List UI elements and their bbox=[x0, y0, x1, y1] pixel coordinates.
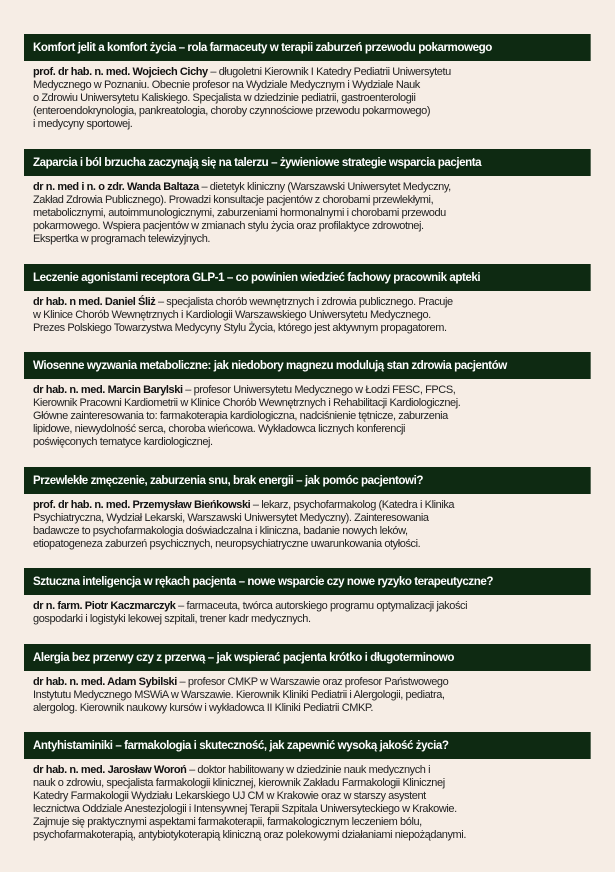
bio-line: metabolicznymi, autoimmunologicznymi, zaburzeniami hormonalnymi i chorobami przewodu bbox=[33, 206, 446, 219]
speaker-bio bbox=[24, 176, 591, 246]
bio-line: psychofarmakoterapią, antybiotykoterapią kliniczną oraz polekowymi działaniami niepożądanymi. bbox=[33, 828, 466, 841]
speaker-bio bbox=[24, 379, 591, 449]
bio-line: badawcze to psychofarmakologia doświadczalna i kliniczna, badanie nowych leków, bbox=[33, 524, 408, 537]
session-title: Zaparcia i ból brzucha zaczynają się na talerzu – żywieniowe strategie wsparcia pacjenta bbox=[24, 149, 591, 176]
session-block bbox=[24, 644, 591, 715]
session-title: Sztuczna inteligencja w rękach pacjenta – nowe wsparcie czy nowe ryzyko terapeutyczne? bbox=[24, 568, 591, 595]
bio-line: Ekspertka w programach telewizyjnych. bbox=[33, 232, 211, 245]
session-block bbox=[24, 264, 591, 335]
bio-line: – profesor CMKP w Warszawie oraz profesor Państwowego bbox=[176, 676, 449, 688]
bio-line: Główne zainteresowania to: farmakoterapia kardiologiczna, nadciśnienie tętnicze, zaburzenia bbox=[33, 409, 448, 422]
bio-line: Zajmuje się praktycznymi aspektami farmakoterapii, farmakologicznym leczeniem bólu, bbox=[33, 815, 422, 828]
session-title: Komfort jelit a komfort życia – rola farmaceuty w terapii zaburzeń przewodu pokarmowego bbox=[24, 34, 591, 61]
speaker-bio bbox=[24, 595, 591, 626]
bio-line: Kierownik Pracowni Kardiometrii w Klinice Chorób Wewnętrznych i Rehabilitacji Kardiologicznej. bbox=[33, 396, 461, 409]
session-block bbox=[24, 352, 591, 449]
bio-line: – doktor habilitowany w dziedzinie nauk medycznych i bbox=[186, 764, 431, 776]
bio-line: – lekarz, psychofarmakolog (Katedra i Klinika bbox=[250, 499, 455, 511]
speaker-bio bbox=[24, 494, 591, 551]
bio-line: – długoletni Kierownik I Katedry Pediatrii Uniwersytetu bbox=[207, 66, 451, 78]
bio-line: Instytutu Medycznego MSWiA w Warszawie. Kierownik Kliniki Pediatrii i Alergologii, pediatra, bbox=[33, 688, 445, 701]
bio-line: Katedry Farmakologii Wydziału Lekarskiego UJ CM w Krakowie oraz w starszy asystent bbox=[33, 789, 426, 802]
bio-line: lipidowe, niewydolność serca, choroba wieńcowa. Wykładowca licznych konferencji bbox=[33, 422, 406, 435]
bio-line: Zakład Zdrowia Publicznego). Prowadzi konsultacje pacjentów z chorobami przewlekłymi, bbox=[33, 193, 434, 206]
bio-line: – farmaceuta, twórca autorskiego programu optymalizacji jakości bbox=[175, 600, 468, 612]
bio-line: – specjalista chorób wewnętrznych i zdrowia publicznego. Pracuje bbox=[155, 296, 453, 308]
bio-line: etiopatogeneza zaburzeń psychicznych, neuropsychiatryczne uwarunkowania otyłości. bbox=[33, 537, 421, 550]
bio-line: nauk o zdrowiu, specjalista farmakologii klinicznej, kierownik Zakładu Farmakologii Klinicznej bbox=[33, 776, 445, 789]
bio-line: Medycznego w Poznaniu. Obecnie profesor na Wydziale Medycznym i Wydziale Nauk bbox=[33, 78, 420, 91]
speaker-bio bbox=[24, 759, 591, 841]
session-title: Antyhistaminiki – farmakologia i skuteczność, jak zapewnić wysoką jakość życia? bbox=[24, 732, 591, 759]
bio-line: alergolog. Kierownik naukowy kursów i wykładowca II Kliniki Pediatrii CMKP. bbox=[33, 701, 374, 714]
speaker-name: dr hab. n. med. Jarosław Woroń bbox=[33, 764, 187, 776]
session-title: Wiosenne wyzwania metaboliczne: jak niedobory magnezu modulują stan zdrowia pacjentów bbox=[24, 352, 591, 379]
speaker-name: prof. dr hab. n. med. Przemysław Bieńkowski bbox=[33, 499, 251, 511]
session-block bbox=[24, 467, 591, 551]
speaker-name: dr hab. n. med. Marcin Barylski bbox=[33, 384, 183, 396]
bio-line: poświęconych tematyce kardiologicznej. bbox=[33, 435, 213, 448]
bio-line: i medycyny sportowej. bbox=[33, 117, 133, 130]
speaker-name: dr n. med i n. o zdr. Wanda Baltaza bbox=[33, 181, 199, 193]
speaker-name: dr n. farm. Piotr Kaczmarczyk bbox=[33, 600, 176, 612]
speaker-name: prof. dr hab. n. med. Wojciech Cichy bbox=[33, 66, 208, 78]
bio-line: Prezes Polskiego Towarzystwa Medycyny Stylu Życia, którego jest aktywnym propagatorem. bbox=[33, 321, 447, 334]
bio-line: – profesor Uniwersytetu Medycznego w Łodzi FESC, FPCS, bbox=[182, 384, 456, 396]
session-title: Leczenie agonistami receptora GLP-1 – co powinien wiedzieć fachowy pracownik apteki bbox=[24, 264, 591, 291]
bio-line: o Zdrowiu Uniwersytetu Kaliskiego. Specjalista w dziedzinie pediatrii, gastroenterologii bbox=[33, 91, 416, 104]
bio-line: w Klinice Chorób Wewnętrznych i Kardiologii Warszawskiego Uniwersytetu Medycznego. bbox=[33, 308, 431, 321]
speaker-name: dr hab. n med. Daniel Śliż bbox=[33, 296, 156, 308]
session-title: Alergia bez przerwy czy z przerwą – jak wspierać pacjenta krótko i długoterminowo bbox=[24, 644, 591, 671]
session-block bbox=[24, 149, 591, 246]
bio-line: (enteroendokrynologia, pankreatologia, choroby czynnościowe przewodu pokarmowego) bbox=[33, 104, 431, 117]
bio-line: gospodarki i logistyki lekowej szpitali, trener kadr medycznych. bbox=[33, 612, 311, 625]
speaker-name: dr hab. n. med. Adam Sybilski bbox=[33, 676, 177, 688]
session-block bbox=[24, 732, 591, 841]
session-block bbox=[24, 568, 591, 626]
speaker-bio bbox=[24, 671, 591, 715]
bio-line: Psychiatryczna, Wydział Lekarski, Warszawski Uniwersytet Medyczny). Zainteresowania bbox=[33, 511, 429, 524]
bio-line: pokarmowego. Wspiera pacjentów w zmianach stylu życia oraz profilaktyce zdrowotnej. bbox=[33, 219, 424, 232]
speaker-bio bbox=[24, 291, 591, 335]
bio-line: – dietetyk kliniczny (Warszawski Uniwersytet Medyczny, bbox=[198, 181, 451, 193]
bio-line: lecznictwa Oddziale Anestezjologii i Intensywnej Terapii Szpitala Uniwersyteckiego w Krakowie. bbox=[33, 802, 457, 815]
session-title: Przewlekłe zmęczenie, zaburzenia snu, brak energii – jak pomóc pacjentowi? bbox=[24, 467, 591, 494]
speaker-bio bbox=[24, 61, 591, 131]
session-block bbox=[24, 34, 591, 131]
